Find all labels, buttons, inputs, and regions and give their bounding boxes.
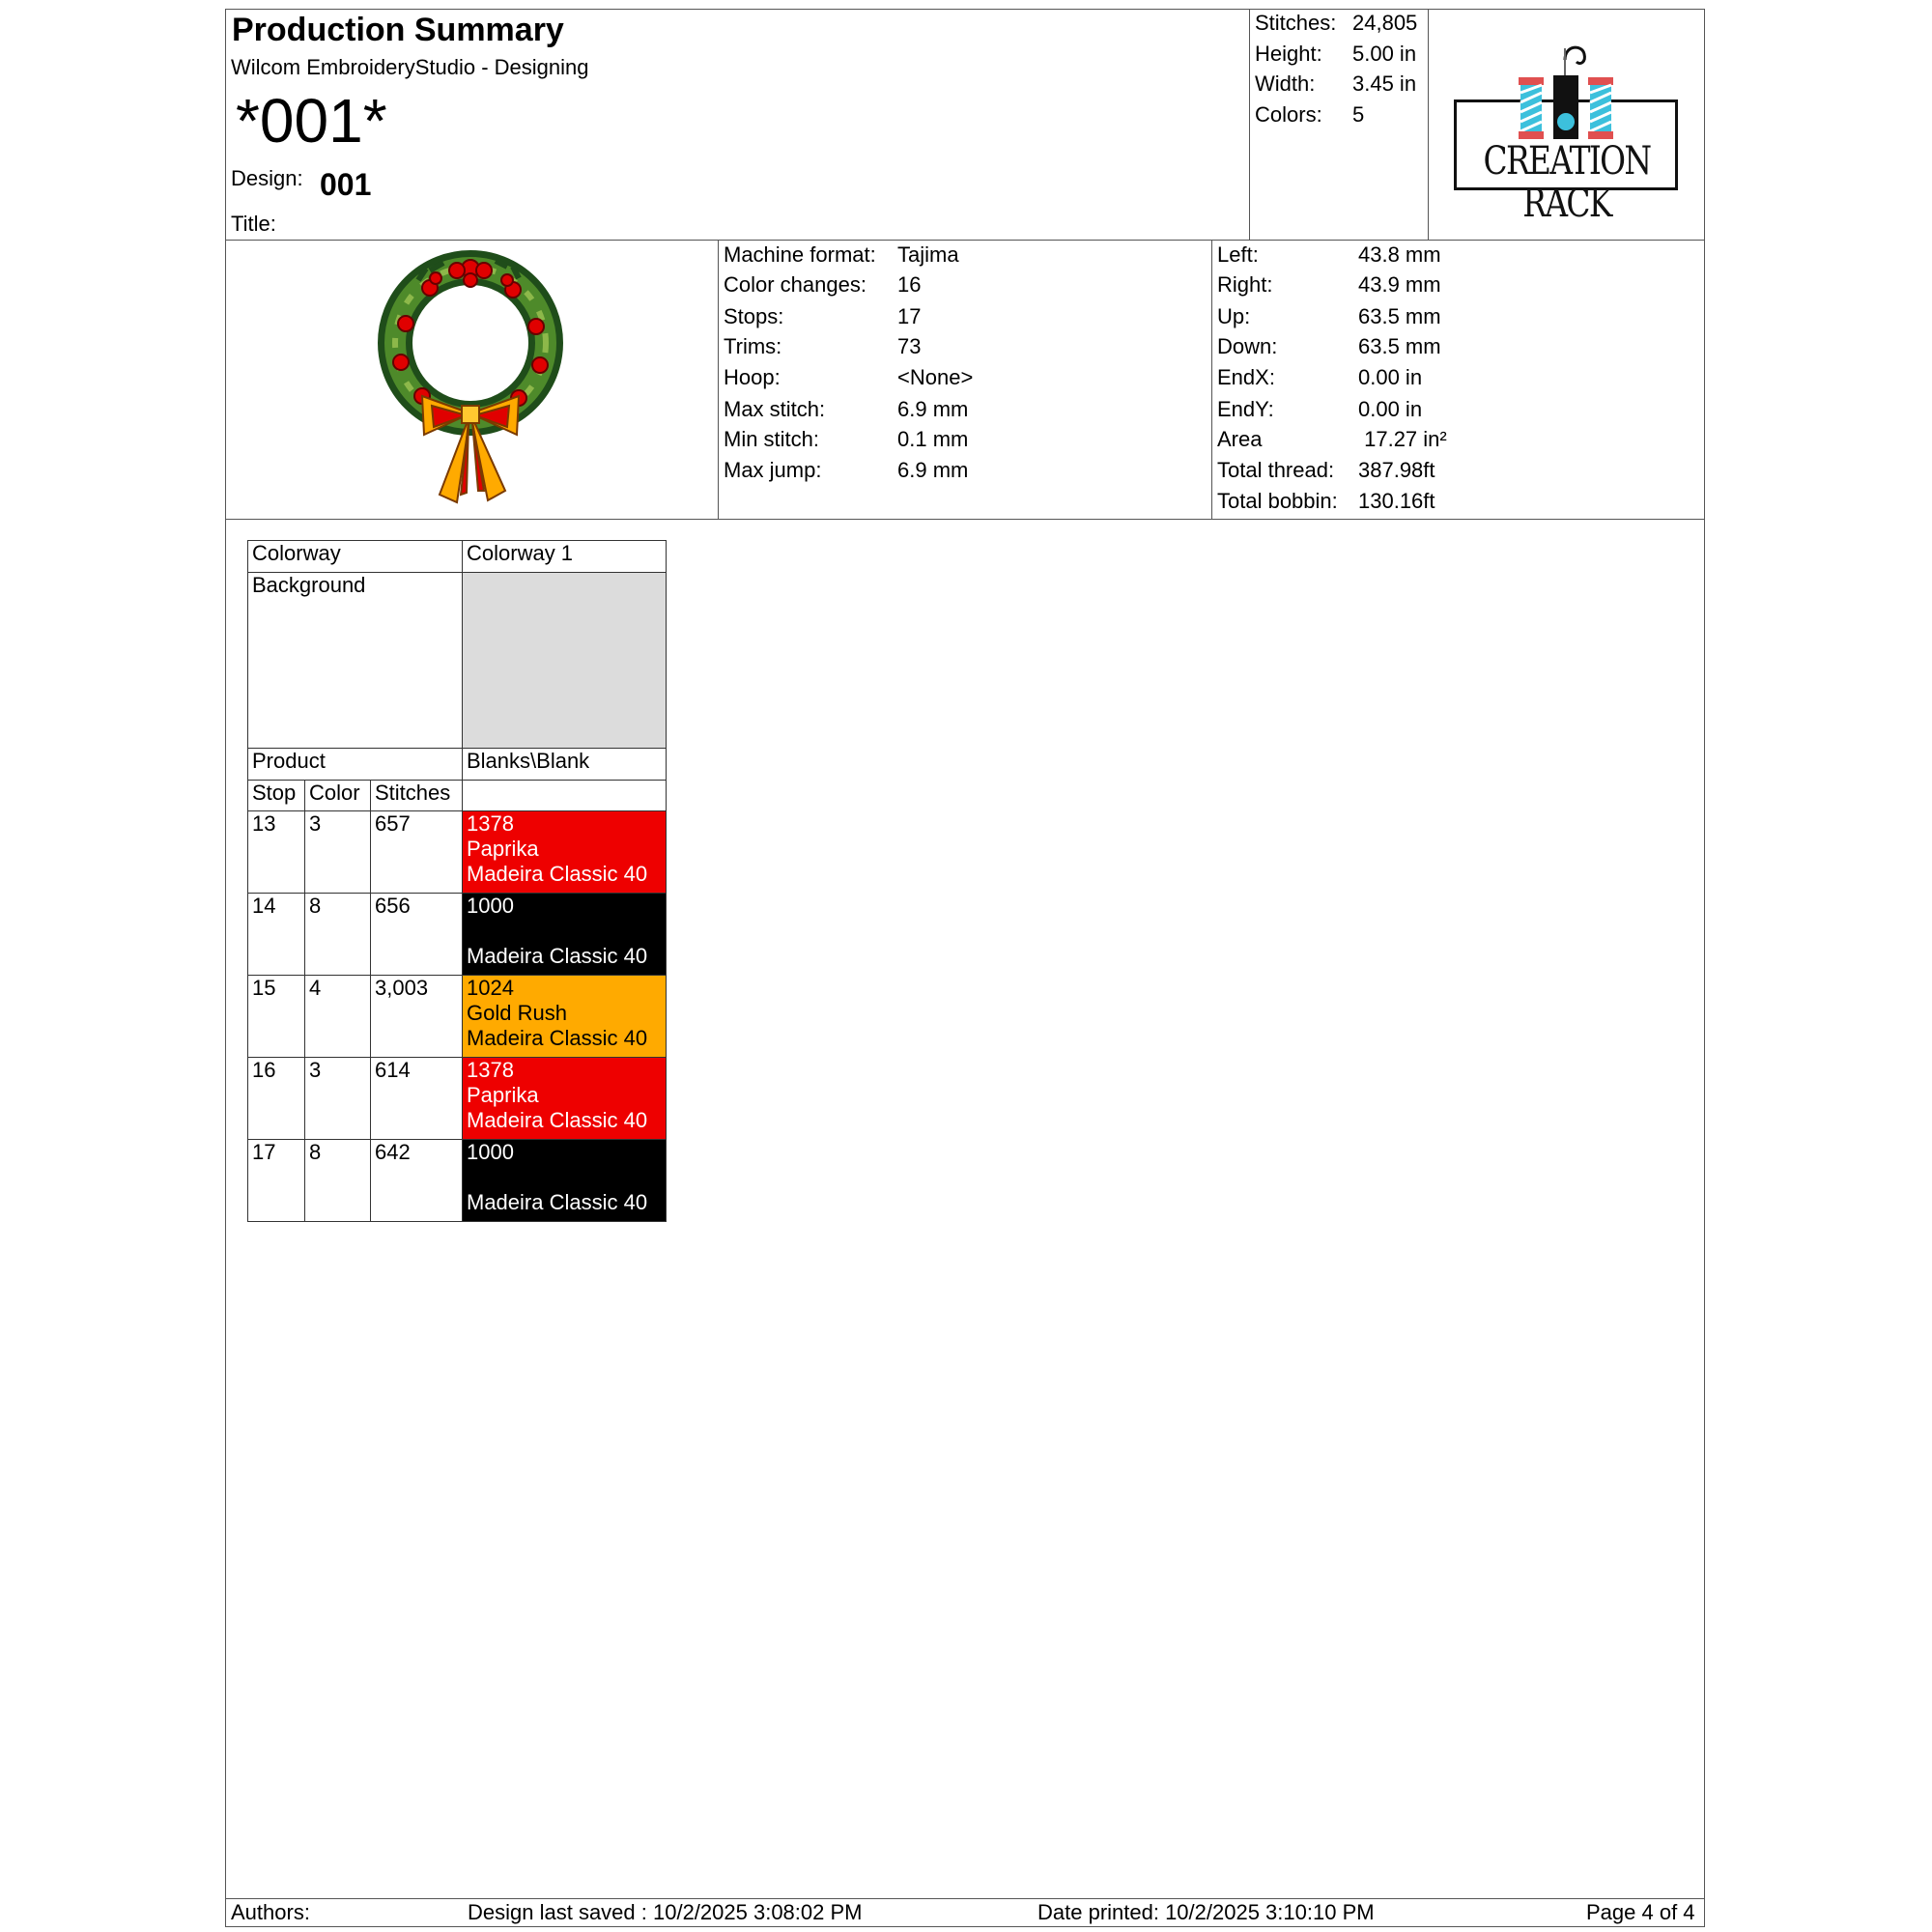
- trims-label: Trims:: [724, 334, 782, 358]
- page-title: Production Summary: [232, 12, 564, 48]
- left-value: 43.8 mm: [1358, 242, 1441, 267]
- wreath-design-preview: [372, 242, 575, 518]
- footer-page-number: Page 4 of 4: [1586, 1900, 1695, 1924]
- color-cell: 3: [305, 1058, 371, 1140]
- stop-cell: 15: [248, 976, 305, 1058]
- height-label: Height:: [1255, 42, 1322, 66]
- colorway-value: Colorway 1: [463, 541, 667, 573]
- max-stitch-label: Max stitch:: [724, 397, 826, 421]
- thread-name: Paprika: [467, 837, 539, 861]
- thread-swatch: [463, 976, 667, 1058]
- hoop-label: Hoop:: [724, 365, 781, 389]
- color-cell: 3: [305, 811, 371, 894]
- thread-name: Gold Rush: [467, 1001, 567, 1025]
- stitches-label: Stitches:: [1255, 11, 1337, 35]
- color-cell: 4: [305, 976, 371, 1058]
- footer-date-printed: Date printed: 10/2/2025 3:10:10 PM: [1037, 1900, 1375, 1924]
- background-swatch: [463, 573, 667, 749]
- col-color-header: Color: [305, 781, 371, 811]
- footer-last-saved: Design last saved : 10/2/2025 3:08:02 PM: [468, 1900, 863, 1924]
- thread-brand: Madeira Classic 40: [467, 1108, 648, 1132]
- colorway-label: Colorway: [248, 541, 463, 573]
- design-label: Design:: [231, 166, 303, 190]
- footer-authors: Authors:: [231, 1900, 310, 1924]
- stops-label: Stops:: [724, 304, 784, 328]
- total-bobbin-label: Total bobbin:: [1217, 489, 1338, 513]
- max-stitch-value: 6.9 mm: [897, 397, 969, 421]
- table-row: [248, 811, 667, 894]
- logo-text: CREATION RACK: [1483, 139, 1651, 226]
- table-row: [248, 976, 667, 1058]
- down-label: Down:: [1217, 334, 1278, 358]
- width-value: 3.45 in: [1352, 71, 1417, 96]
- col-thread-header: [463, 781, 667, 811]
- colorway-row: [248, 541, 667, 573]
- preview-divider: [718, 240, 719, 520]
- max-jump-value: 6.9 mm: [897, 458, 969, 482]
- stitches-cell: 3,003: [371, 976, 463, 1058]
- thread-swatch: [463, 1058, 667, 1140]
- extents-divider: [1211, 240, 1212, 520]
- endy-value: 0.00 in: [1358, 397, 1423, 421]
- table-row: [248, 894, 667, 976]
- thread-code: 1378: [467, 811, 514, 836]
- product-label: Product: [248, 749, 463, 781]
- left-label: Left:: [1217, 242, 1259, 267]
- thread-code: 1000: [467, 894, 514, 918]
- stops-value: 17: [897, 304, 922, 328]
- stitches-cell: 642: [371, 1140, 463, 1222]
- thread-brand: Madeira Classic 40: [467, 862, 648, 886]
- height-value: 5.00 in: [1352, 42, 1417, 66]
- thread-brand: Madeira Classic 40: [467, 1190, 648, 1214]
- thread-code: 1378: [467, 1058, 514, 1082]
- software-name: Wilcom EmbroideryStudio - Designing: [231, 55, 589, 79]
- colorway-table: [247, 540, 667, 1222]
- thread-swatch: [463, 894, 667, 976]
- stop-cell: 13: [248, 811, 305, 894]
- stitches-value: 24,805: [1352, 11, 1418, 35]
- machine-format-value: Tajima: [897, 242, 959, 267]
- thread-code: 1000: [467, 1140, 514, 1164]
- summary-divider-right: [1428, 9, 1429, 241]
- thread-code: 1024: [467, 976, 514, 1000]
- down-value: 63.5 mm: [1358, 334, 1441, 358]
- thread-swatch: [463, 811, 667, 894]
- hoop-value: <None>: [897, 365, 974, 389]
- stop-cell: 14: [248, 894, 305, 976]
- machine-format-label: Machine format:: [724, 242, 876, 267]
- color-changes-value: 16: [897, 272, 922, 297]
- endy-label: EndY:: [1217, 397, 1274, 421]
- colors-label: Colors:: [1255, 102, 1322, 127]
- thread-swatch: [463, 1140, 667, 1222]
- total-thread-value: 387.98ft: [1358, 458, 1435, 482]
- endx-label: EndX:: [1217, 365, 1275, 389]
- table-row: [248, 1058, 667, 1140]
- col-stitches-header: Stitches: [371, 781, 463, 811]
- total-bobbin-value: 130.16ft: [1358, 489, 1435, 513]
- col-stop-header: Stop: [248, 781, 305, 811]
- up-label: Up:: [1217, 304, 1251, 328]
- thread-name: [467, 919, 662, 944]
- table-row: [248, 1140, 667, 1222]
- design-barcode-text: *001*: [236, 86, 387, 156]
- width-label: Width:: [1255, 71, 1316, 96]
- endx-value: 0.00 in: [1358, 365, 1423, 389]
- info-divider: [225, 519, 1705, 520]
- thread-brand: Madeira Classic 40: [467, 944, 648, 968]
- total-thread-label: Total thread:: [1217, 458, 1335, 482]
- colors-value: 5: [1352, 102, 1365, 127]
- footer-divider: [225, 1898, 1705, 1899]
- summary-divider-left: [1249, 9, 1250, 241]
- stop-cell: 17: [248, 1140, 305, 1222]
- color-changes-label: Color changes:: [724, 272, 867, 297]
- thread-rows: [248, 811, 667, 1222]
- thread-brand: Madeira Classic 40: [467, 1026, 648, 1050]
- min-stitch-label: Min stitch:: [724, 427, 820, 451]
- stop-cell: 16: [248, 1058, 305, 1140]
- area-label: Area: [1217, 427, 1263, 451]
- min-stitch-value: 0.1 mm: [897, 427, 969, 451]
- right-label: Right:: [1217, 272, 1273, 297]
- max-jump-label: Max jump:: [724, 458, 822, 482]
- column-header-row: [248, 781, 667, 811]
- product-row: [248, 749, 667, 781]
- color-cell: 8: [305, 1140, 371, 1222]
- header-divider: [225, 240, 1705, 241]
- thread-spools-icon: [1497, 43, 1623, 139]
- design-value: 001: [320, 167, 372, 202]
- area-value: 17.27 in²: [1358, 427, 1447, 451]
- stitches-cell: 657: [371, 811, 463, 894]
- background-row: [248, 573, 667, 749]
- stitches-cell: 614: [371, 1058, 463, 1140]
- color-cell: 8: [305, 894, 371, 976]
- background-label: Background: [248, 573, 463, 749]
- trims-value: 73: [897, 334, 922, 358]
- product-value: Blanks\Blank: [463, 749, 667, 781]
- stitches-cell: 656: [371, 894, 463, 976]
- thread-name: [467, 1165, 662, 1190]
- right-value: 43.9 mm: [1358, 272, 1441, 297]
- thread-name: Paprika: [467, 1083, 539, 1107]
- title-label: Title:: [231, 212, 276, 236]
- up-value: 63.5 mm: [1358, 304, 1441, 328]
